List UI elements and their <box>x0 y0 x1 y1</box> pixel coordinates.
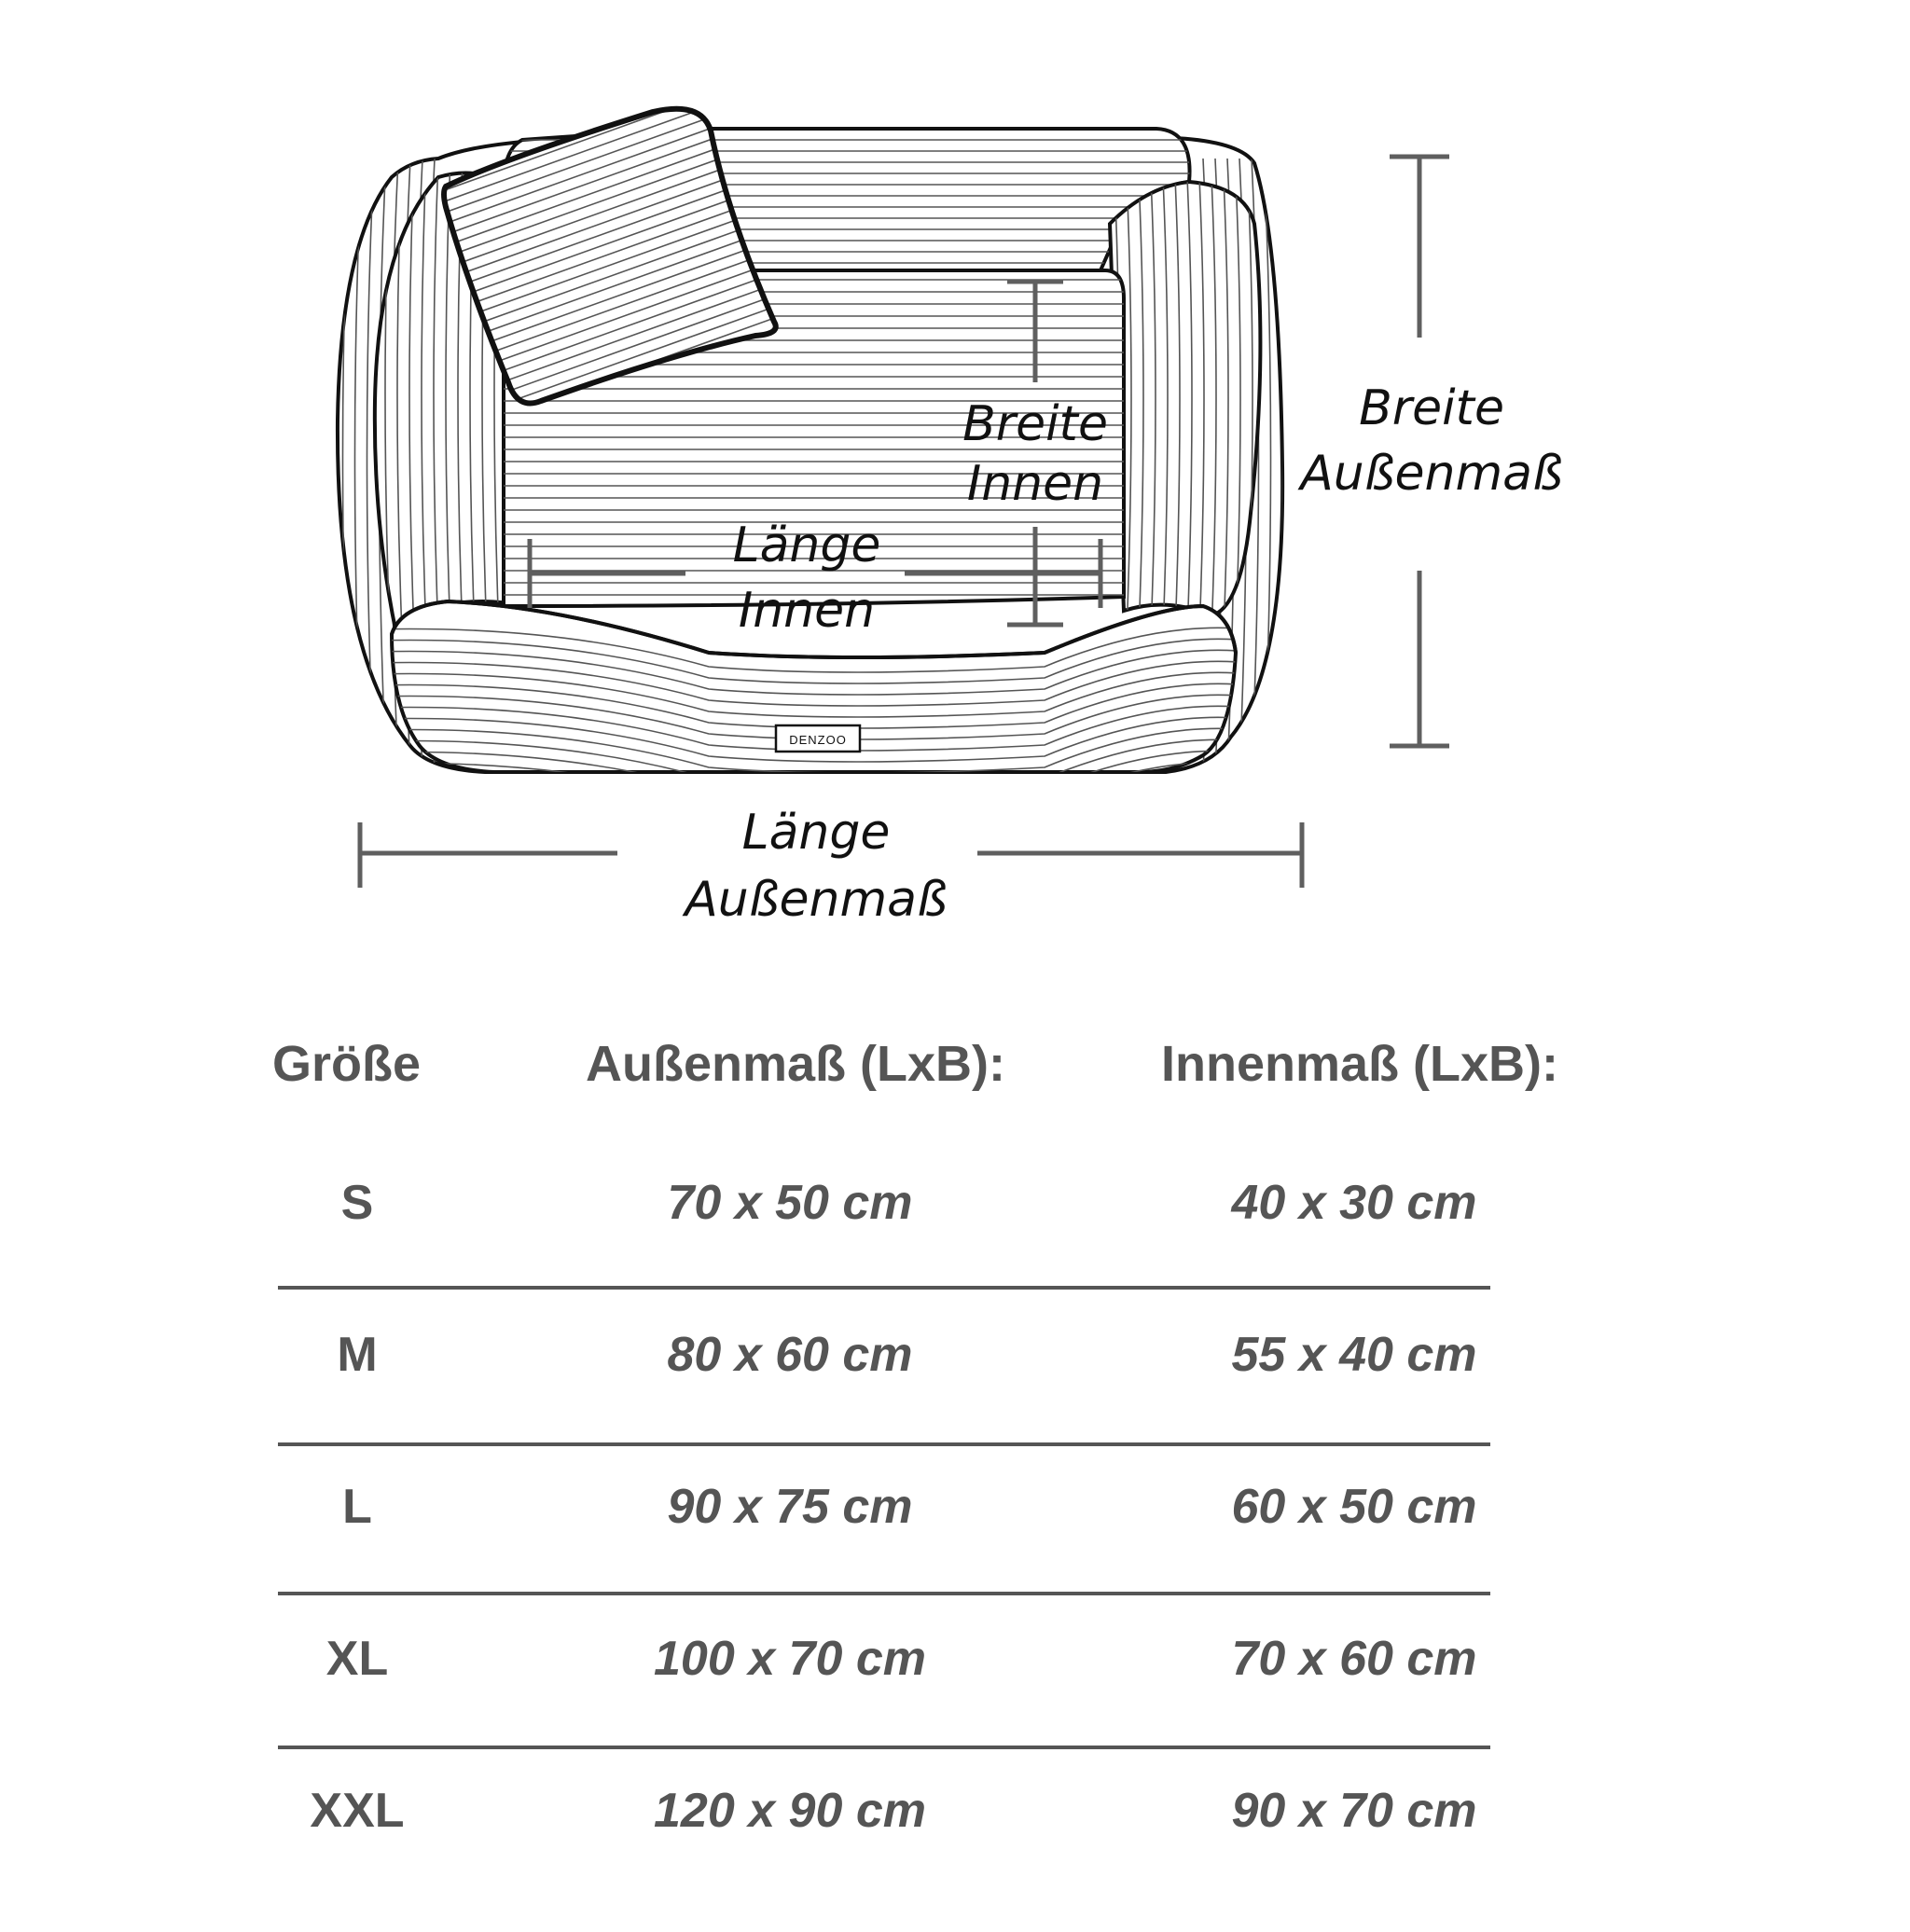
inner-width-label-line1: Breite <box>962 396 1108 452</box>
header-size: Größe <box>272 1036 422 1092</box>
inner-dimension-cell: 40 x 30 cm <box>1231 1176 1477 1230</box>
outer-length-label-line2: Außenmaß <box>685 872 948 928</box>
row-divider <box>278 1592 1490 1595</box>
table-row <box>0 1175 1910 1324</box>
table-row <box>0 1479 1910 1628</box>
corduroy-stripe <box>429 0 793 62</box>
outer-dimension-cell: 100 x 70 cm <box>653 1632 927 1686</box>
brand-tag-text: DENZOO <box>789 733 847 747</box>
outer-length-dimension <box>360 805 1302 928</box>
table-row <box>0 1783 1910 1932</box>
outer-length-label-line1: Länge <box>741 805 891 861</box>
size-cell: XL <box>325 1632 389 1686</box>
corduroy-stripe <box>429 0 793 39</box>
corduroy-stripe <box>429 0 793 129</box>
inner-dimension-cell: 55 x 40 cm <box>1231 1328 1477 1382</box>
inner-width-label-line2: Innen <box>966 456 1104 512</box>
inner-dimension-cell: 90 x 70 cm <box>1231 1784 1477 1838</box>
header-outer-dimensions: Außenmaß (LxB): <box>586 1036 1005 1092</box>
inner-dimension-cell: 60 x 50 cm <box>1231 1480 1477 1534</box>
inner-length-label-line1: Länge <box>732 518 881 573</box>
corduroy-stripe <box>429 0 793 117</box>
brand-tag <box>776 725 860 752</box>
corduroy-stripe <box>429 0 793 95</box>
size-cell: L <box>342 1480 372 1534</box>
outer-width-dimension <box>1297 157 1563 746</box>
inner-dimension-cell: 70 x 60 cm <box>1231 1632 1477 1686</box>
outer-dimension-cell: 80 x 60 cm <box>667 1328 913 1382</box>
outer-dimension-cell: 70 x 50 cm <box>667 1176 913 1230</box>
inner-length-label-line2: Innen <box>738 583 876 639</box>
outer-dimension-cell: 120 x 90 cm <box>653 1784 927 1838</box>
outer-width-label-line1: Breite <box>1359 380 1504 436</box>
row-divider <box>278 1442 1490 1446</box>
corduroy-stripe <box>429 9 793 140</box>
row-divider <box>278 1746 1490 1749</box>
corduroy-stripe <box>429 0 793 84</box>
corduroy-stripe <box>429 0 793 50</box>
size-cell: S <box>340 1176 374 1230</box>
size-cell: M <box>337 1328 378 1382</box>
outer-width-label-line2: Außenmaß <box>1300 446 1563 502</box>
header-inner-dimensions: Innenmaß (LxB): <box>1161 1036 1558 1092</box>
corduroy-stripe <box>429 0 793 106</box>
bed-right-rim <box>1110 177 1265 634</box>
outer-dimension-cell: 90 x 75 cm <box>667 1480 913 1534</box>
table-row <box>0 1327 1910 1476</box>
corduroy-stripe <box>429 0 793 73</box>
row-divider <box>278 1286 1490 1290</box>
size-cell: XXL <box>310 1784 405 1838</box>
corduroy-stripe <box>429 0 793 28</box>
table-row <box>0 1631 1910 1780</box>
